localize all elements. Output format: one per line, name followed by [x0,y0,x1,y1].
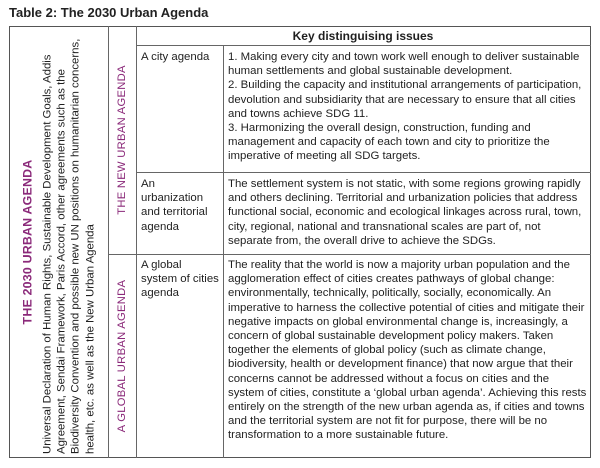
row-1-agenda: A city agenda [141,51,210,63]
main-description: Universal Declaration of Human Rights, Sustainable Development Goals, Addis Agreement, Sendai Framework, Paris Accord, other agreements such as the Biodiversity Convention and possible new UN positions on humanitarian concerns, health, etc. as well as the New Urban Agenda [41,38,96,454]
group-column-global-urban-agenda [108,254,136,458]
divider-header [136,45,591,46]
group-column-new-urban-agenda [108,26,136,254]
divider-group-column [136,26,137,458]
main-label: THE 2030 URBAN AGENDA [20,159,35,325]
row-3-issues: The reality that the world is now a majority urban population and the agglomeration effect of cities creates pathways of global change: environmentally, technically, politically, socially, economically. An imperative to harness the collective potential of cities and mitigate their negative impacts on global environmental change is, increasingly, a concern of global sustainable development policy makers. Taken together the elements of global policy (such as climate change, biodiversity, health or development finance) that now argue that their concerns cannot be addressed without a focus on cities and the system of cities, constitute a ‘global urban agenda’. Achieving this rests entirely on the strength of the new urban agenda as, if cities and towns and the territorial system are not fit for purpose, there will be no transformation to a more sustainable future. [228,259,587,442]
row-1-issues [228,50,588,164]
row-1-issue-2: 2. Building the capacity and institutional arrangements of participation, devolution and subsidiarity that are necessary to ensure that all cities and towns achieve SDG 11. [228,79,582,120]
main-label-column [9,26,108,458]
row-1-issue-1: 1. Making every city and town work well enough to deliver sustainable human settlements and global sustainable development. [228,51,580,78]
divider-row-1 [136,172,591,173]
row-3-agenda: A global system of cities agenda [141,259,219,300]
row-2-issues: The settlement system is not static, with some regions growing rapidly and others declining. Territorial and urbanization policies that address functional social, economic and ecological linkages across rural, town, city, regional, national and transnational scales are part of, not separate from, the overall drive to achieve the SDGs. [228,178,582,247]
table-header: Key distinguising issues [292,29,434,43]
divider-row-2 [108,254,591,255]
divider-agenda-column [223,45,224,458]
row-1-issue-3: 3. Harmonizing the overall design, construction, funding and management and capacity of each town and city to prioritize the imperative of meeting all SDG targets. [228,122,550,163]
group-label-new-urban-agenda: THE NEW URBAN AGENDA [116,65,128,215]
group-label-global-urban-agenda: A GLOBAL URBAN AGENDA [116,279,128,433]
row-2-agenda: An urbanization and territorial agenda [141,178,208,233]
table-title: Table 2: The 2030 Urban Agenda [9,5,209,20]
